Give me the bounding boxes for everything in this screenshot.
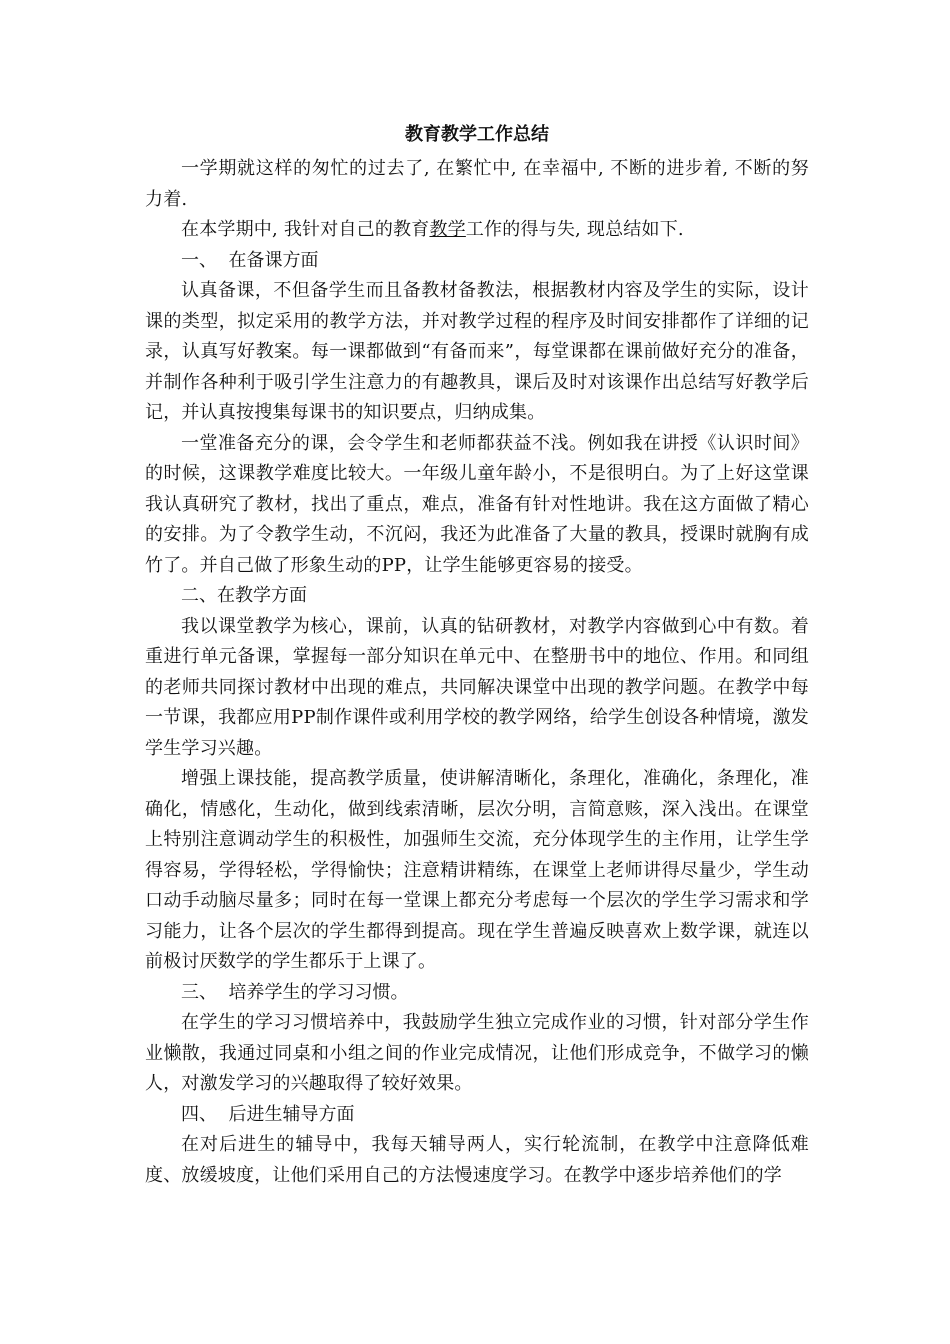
document-title: 教育教学工作总结	[405, 124, 549, 145]
summary-paragraph	[145, 215, 809, 246]
intro-paragraph: 一学期就这样的匆忙的过去了, 在繁忙中, 在幸福中, 不断的进步着, 不断的努力着.	[145, 158, 809, 210]
lesson-prep-paragraph-2: 一堂准备充分的课，会令学生和老师都获益不浅。例如我在讲授《认识时间》的时候，这课教学难度比较大。一年级儿童年龄小，不是很明白。为了上好这堂课我认真研究了教材，找出了重点，难点，准备有针对性地讲。我在这方面做了精心的安排。为了令教学生动，不沉闷，我还为此准备了大量的教具，授课时就胸有成竹了。并自己做了形象生动的PP，让学生能够更容易的接受。	[145, 432, 809, 576]
document-page	[145, 120, 809, 1191]
section-heading-lesson-prep: 一、 在备课方面	[181, 249, 319, 271]
study-habits-paragraph: 在学生的学习习惯培养中，我鼓励学生独立完成作业的习惯，针对部分学生作业懒散，我通过同桌和小组之间的作业完成情况，让他们形成竞争，不做学习的懒人，对激发学习的兴趣取得了较好效果。	[145, 1012, 809, 1094]
teaching-link[interactable]: 教学	[429, 219, 466, 240]
lesson-prep-paragraph-1: 认真备课，不但备学生而且备教材备教法，根据教材内容及学生的实际，设计课的类型，拟定采用的教学方法，并对教学过程的程序及时间安排都作了详细的记录，认真写好教案。每一课都做到“有备而来”，每堂课都在课前做好充分的准备，并制作各种利于吸引学生注意力的有趣教具，课后及时对该课作出总结写好教学后记，并认真按搜集每课书的知识要点，归纳成集。	[145, 280, 809, 423]
summary-text-before: 在本学期中, 我针对自己的教育	[181, 219, 430, 240]
tutoring-paragraph: 在对后进生的辅导中，我每天辅导两人，实行轮流制，在教学中注意降低难度、放缓坡度，让他们采用自己的方法慢速度学习。在教学中逐步培养他们的学	[145, 1134, 809, 1186]
section-heading-study-habits: 三、 培养学生的学习习惯。	[181, 981, 409, 1003]
summary-text-after: 工作的得与失, 现总结如下.	[465, 219, 684, 240]
section-heading-teaching: 二、在教学方面	[181, 585, 307, 606]
teaching-paragraph-1: 我以课堂教学为核心，课前，认真的钻研教材，对教学内容做到心中有数。着重进行单元备课，掌握每一部分知识在单元中、在整册书中的地位、作用。和同组的老师共同探讨教材中出现的难点，共同解决课堂中出现的教学问题。在教学中每一节课，我都应用PP制作课件或利用学校的教学网络，给学生创设各种情境，激发学生学习兴趣。	[145, 615, 809, 759]
section-heading-tutoring: 四、 后进生辅导方面	[181, 1103, 355, 1125]
teaching-paragraph-2: 增强上课技能，提高教学质量，使讲解清晰化，条理化，准确化，条理化，准确化，情感化，生动化，做到线索清晰，层次分明，言简意赅，深入浅出。在课堂上特别注意调动学生的积极性，加强师生交流，充分体现学生的主作用，让学生学得容易，学得轻松，学得愉快；注意精讲精练，在课堂上老师讲得尽量少，学生动口动手动脑尽量多；同时在每一堂课上都充分考虑每一个层次的学生学习需求和学习能力，让各个层次的学生都得到提高。现在学生普遍反映喜欢上数学课，就连以前极讨厌数学的学生都乐于上课了。	[145, 768, 809, 972]
